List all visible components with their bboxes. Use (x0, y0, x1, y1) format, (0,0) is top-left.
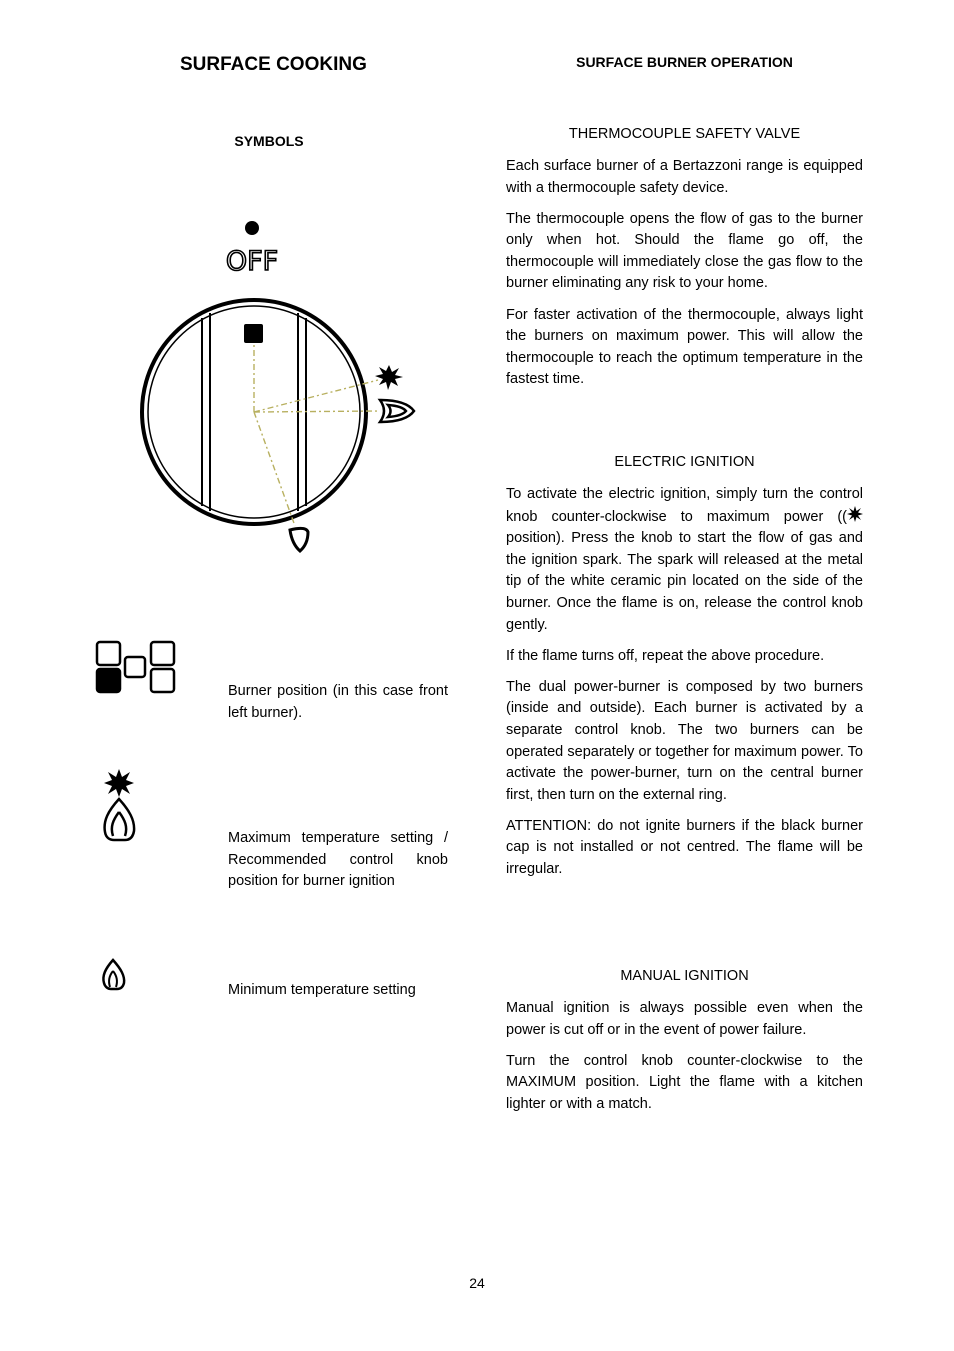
paragraph: Each surface burner of a Bertazzoni range is equipped with a thermocouple safety device. (506, 158, 863, 196)
knob-off-label: OFF (225, 246, 279, 277)
symbol-description: Burner position (in this case front left burner). (228, 683, 448, 721)
manual-ignition-heading: MANUAL IGNITION (620, 968, 749, 984)
control-knob-diagram (130, 210, 430, 560)
paragraph: Manual ignition is always possible even when the power is cut off or in the event of power failure. (506, 1000, 863, 1038)
max-flame-ignition-icon (100, 766, 140, 844)
spark-icon (375, 365, 403, 390)
paragraph: The thermocouple opens the flow of gas to the burner only when hot. Should the flame go off, the thermocouple will immediately close the gas flow to the burner eliminating any risk to your home. (506, 210, 863, 292)
min-flame-position-icon (290, 528, 308, 551)
paragraph: ATTENTION: do not ignite burners if the black burner cap is not installed or not centred. The flame will be irregular. (506, 817, 863, 877)
knob-pointer (244, 324, 263, 343)
paragraph-text: position). Press the knob to start the flow of gas and the ignition spark. The spark will released at the metal tip of the white ceramic pin located on the side of the burner. Once the flame is on, release the control knob gently. (506, 530, 863, 633)
paragraph-text: To activate the electric ignition, simply turn the control knob counter-clockwise to maximum power (( (506, 486, 863, 525)
electric-ignition-heading: ELECTRIC IGNITION (614, 454, 755, 470)
min-temperature-description (228, 980, 448, 1002)
symbols-heading: SYMBOLS (234, 133, 304, 149)
min-flame-icon (100, 958, 128, 992)
paragraph: If the flame turns off, repeat the above procedure. (506, 647, 825, 664)
spark-icon (847, 506, 863, 522)
symbol-description: Maximum temperature setting / Recommended control knob position for burner ignition (228, 830, 448, 890)
max-temperature-description (228, 828, 448, 893)
electric-ignition-body (506, 484, 863, 890)
burner-position-icon (95, 640, 177, 696)
paragraph: Turn the control knob counter-clockwise to the MAXIMUM position. Light the flame with a kitchen lighter or with a match. (506, 1052, 863, 1112)
manual-ignition-body (506, 998, 863, 1125)
paragraph (506, 484, 863, 636)
max-flame-position-icon (380, 400, 414, 422)
symbol-description: Minimum temperature setting (228, 982, 416, 998)
section-title: SURFACE BURNER OPERATION (576, 54, 793, 70)
page-number: 24 (469, 1275, 485, 1291)
paragraph: The dual power-burner is composed by two burners (inside and outside). Each burner is activated by a separate control knob. The two burners can be operated separately or together for maximum power. To activate the power-burner, turn on the central burner first, then turn on the external ring. (506, 678, 863, 803)
off-dot-icon (245, 221, 259, 235)
thermocouple-body (506, 156, 863, 400)
paragraph: For faster activation of the thermocouple, always light the burners on maximum power. This will allow the thermocouple to reach the optimum temperature in the fastest time. (506, 306, 863, 388)
burner-position-description (228, 681, 448, 724)
thermocouple-heading: THERMOCOUPLE SAFETY VALVE (568, 126, 801, 142)
page-title: SURFACE COOKING (180, 54, 367, 75)
